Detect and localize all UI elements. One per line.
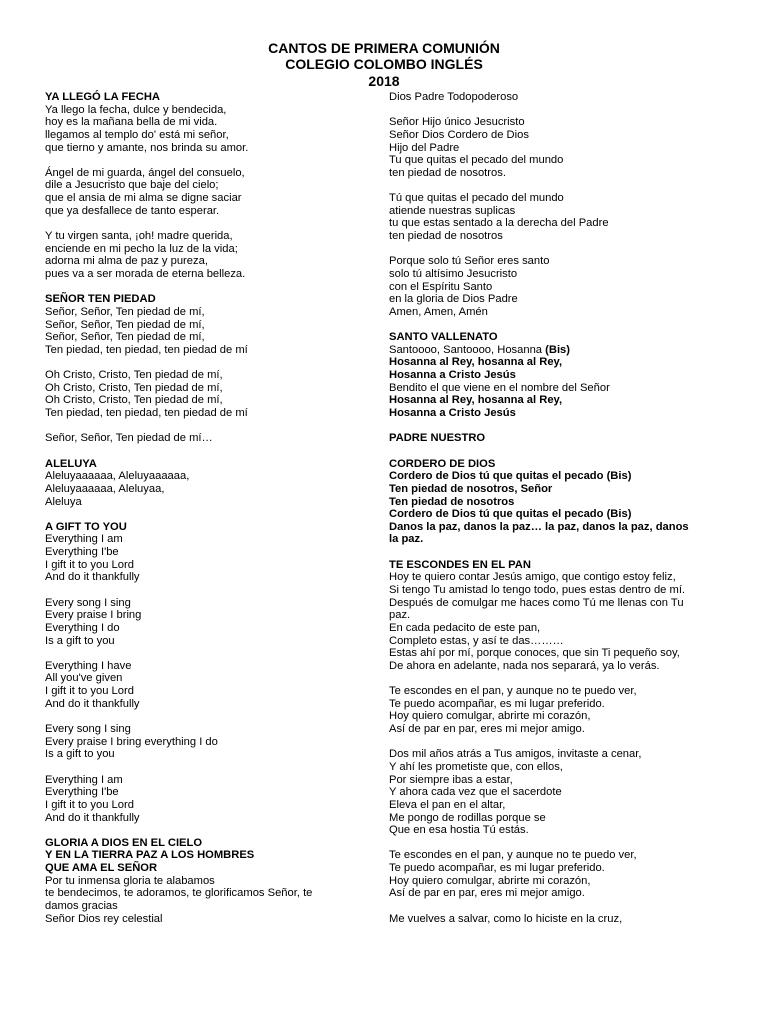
blank-line bbox=[45, 761, 365, 774]
document-subtitle-year: 2018 bbox=[368, 73, 400, 89]
blank-line bbox=[45, 584, 365, 597]
song-heading-or-bold-line: YA LLEGÓ LA FECHA bbox=[45, 91, 160, 103]
lyric-line: Y ahí les prometiste que, con ellos, bbox=[389, 760, 563, 773]
left-column bbox=[45, 91, 365, 925]
lyric-line: que tierno y amante, nos brinda su amor. bbox=[45, 141, 249, 154]
lyric-line: Eleva el pan en el altar, bbox=[389, 798, 506, 811]
blank-line bbox=[389, 900, 739, 913]
lyric-line: Por tu inmensa gloria te alabamos bbox=[45, 874, 215, 887]
song-heading-or-bold-line: Hosanna al Rey, hosanna al Rey, bbox=[389, 394, 563, 407]
song-heading-or-bold-line: Ten piedad de nosotros, Señor bbox=[389, 482, 553, 495]
blank-line bbox=[45, 154, 365, 167]
lyric-line: Dios Padre Todopoderoso bbox=[389, 91, 519, 103]
lyric-line: Te puedo acompañar, es mi lugar preferido. bbox=[389, 862, 605, 875]
lyric-line: Estas ahí por mí, porque conoces, que sin Ti pequeño soy, bbox=[389, 647, 680, 660]
lyric-line: Y tu virgen santa, ¡oh! madre querida, bbox=[45, 230, 233, 243]
lyric-line: Everything I do bbox=[45, 621, 120, 634]
blank-line bbox=[389, 672, 739, 685]
lyric-line: Señor Hijo único Jesucristo bbox=[389, 116, 525, 129]
lyric-line: Everything I'be bbox=[45, 546, 119, 559]
lyric-line: Hoy te quiero contar Jesús amigo, que contigo estoy feliz, bbox=[389, 571, 676, 584]
song-heading-or-bold-line: A GIFT TO YOU bbox=[45, 520, 127, 533]
blank-line bbox=[45, 445, 365, 458]
lyric-line: pues va a ser morada de eterna belleza. bbox=[45, 267, 246, 280]
lyric-line: tu que estas sentado a la derecha del Padre bbox=[389, 217, 609, 230]
song-heading-or-bold-line: Cordero de Dios tú que quitas el pecado (Bis) bbox=[389, 508, 632, 521]
lyric-line: enciende en mi pecho la luz de la vida; bbox=[45, 242, 238, 255]
lyric-line: Tu que quitas el pecado del mundo bbox=[389, 154, 564, 167]
lyric-line: Que en esa hostia Tú estás. bbox=[389, 824, 529, 837]
lyric-line: Oh Cristo, Cristo, Ten piedad de mí, bbox=[45, 381, 223, 394]
lyric-line: Aleluyaaaaaa, Aleluyaaaaaa, bbox=[45, 470, 190, 483]
lyric-line: Everything I am bbox=[45, 533, 123, 546]
blank-line bbox=[389, 420, 739, 433]
lyric-line: And do it thankfully bbox=[45, 571, 140, 584]
lyric-line: Y ahora cada vez que el sacerdote bbox=[389, 786, 562, 799]
song-heading-or-bold-line: QUE AMA EL SEÑOR bbox=[45, 862, 158, 875]
lyric-line: Completo estas, y así te das……… bbox=[389, 634, 564, 647]
lyric-line: I gift it to you Lord bbox=[45, 685, 134, 698]
lyric-line: atiende nuestras suplicas bbox=[389, 204, 516, 217]
song-heading-or-bold-line: GLORIA A DIOS EN EL CIELO bbox=[45, 836, 203, 849]
lyric-line: Everything I am bbox=[45, 773, 123, 786]
lyric-line: Every praise I bring everything I do bbox=[45, 735, 218, 748]
lyric-line: Oh Cristo, Cristo, Ten piedad de mí, bbox=[45, 394, 223, 407]
song-heading-or-bold-line: Ten piedad de nosotros bbox=[389, 495, 515, 508]
song-heading-or-bold-line: ALELUYA bbox=[45, 457, 97, 470]
lyric-line: Te escondes en el pan, y aunque no te puedo ver, bbox=[389, 849, 637, 862]
lyric-line: Si tengo Tu amistad lo tengo todo, pues estas dentro de mí. bbox=[389, 583, 686, 596]
lyric-line: Hoy quiero comulgar, abrirte mi corazón, bbox=[389, 874, 591, 887]
blank-line bbox=[389, 445, 739, 458]
lyric-line: En cada pedacito de este pan, bbox=[389, 621, 541, 634]
lyric-line: Me vuelves a salvar, como lo hiciste en la cruz, bbox=[389, 912, 623, 925]
lyric-line: All you've given bbox=[45, 672, 123, 685]
blank-line bbox=[45, 508, 365, 521]
song-heading-or-bold-line: Hosanna a Cristo Jesús bbox=[389, 369, 516, 382]
lyric-line: Everything I'be bbox=[45, 786, 119, 799]
lyric-line: Is a gift to you bbox=[45, 634, 115, 647]
lyric-line: And do it thankfully bbox=[45, 697, 140, 710]
blank-line bbox=[45, 824, 365, 837]
lyric-line: Señor Dios Cordero de Dios bbox=[389, 128, 529, 141]
blank-line bbox=[389, 319, 739, 332]
lyric-line: Me pongo de rodillas porque se bbox=[389, 811, 546, 824]
blank-line bbox=[389, 546, 739, 559]
lyric-line: solo tú altísimo Jesucristo bbox=[389, 267, 518, 280]
lyric-line: Aleluya bbox=[45, 495, 82, 508]
lyric-line: Bendito el que viene en el nombre del Señor bbox=[389, 381, 610, 394]
bis-marker: (Bis) bbox=[545, 343, 571, 356]
blank-line bbox=[45, 217, 365, 230]
lyric-line: Por siempre ibas a estar, bbox=[389, 773, 513, 786]
blank-line bbox=[389, 104, 739, 117]
lyric-line: Every song I sing bbox=[45, 596, 131, 609]
blank-line bbox=[45, 356, 365, 369]
song-heading-or-bold-line: Y EN LA TIERRA PAZ A LOS HOMBRES bbox=[45, 849, 255, 862]
song-heading-or-bold-line: Hosanna al Rey, hosanna al Rey, bbox=[389, 356, 563, 369]
lyric-line: dile a Jesucristo que baje del cielo; bbox=[45, 179, 219, 192]
lyric-line: Hijo del Padre bbox=[389, 141, 460, 154]
blank-line bbox=[389, 179, 739, 192]
lyric-line: Every praise I bring bbox=[45, 609, 142, 622]
lyric-line: Señor, Señor, Ten piedad de mí, bbox=[45, 331, 205, 344]
lyric-line: Porque solo tú Señor eres santo bbox=[389, 255, 550, 268]
lyric-line: en la gloria de Dios Padre bbox=[389, 293, 518, 306]
blank-line bbox=[389, 837, 739, 850]
lyric-line: Te puedo acompañar, es mi lugar preferido. bbox=[389, 697, 605, 710]
lyric-line: te bendecimos, te adoramos, te glorificamos Señor, te bbox=[45, 887, 313, 900]
lyric-line: que el ansia de mi alma se digne saciar bbox=[45, 192, 242, 205]
lyric-line: I gift it to you Lord bbox=[45, 558, 134, 571]
blank-line bbox=[45, 281, 365, 294]
blank-line bbox=[389, 736, 739, 749]
blank-line bbox=[389, 243, 739, 256]
lyric-line: Así de par en par, eres mi mejor amigo. bbox=[389, 723, 585, 736]
lyric-line: Señor, Señor, Ten piedad de mí… bbox=[45, 432, 213, 445]
lyric-line: con el Espíritu Santo bbox=[389, 280, 493, 293]
lyric-line: Santoooo, Santoooo, Hosanna (Bis) bbox=[389, 343, 571, 356]
blank-line bbox=[45, 710, 365, 723]
lyric-line: Aleluyaaaaaa, Aleluyaa, bbox=[45, 482, 165, 495]
lyric-line: Te escondes en el pan, y aunque no te puedo ver, bbox=[389, 685, 637, 698]
lyric-line: Hoy quiero comulgar, abrirte mi corazón, bbox=[389, 710, 591, 723]
lyric-line: Ángel de mi guarda, ángel del consuelo, bbox=[45, 166, 245, 179]
song-heading-or-bold-line: TE ESCONDES EN EL PAN bbox=[389, 558, 531, 571]
song-heading-or-bold-line: PADRE NUESTRO bbox=[389, 432, 486, 445]
blank-line bbox=[45, 647, 365, 660]
song-heading-or-bold-line: Hosanna a Cristo Jesús bbox=[389, 407, 516, 420]
lyric-line: Después de comulgar me haces como Tú me llenas con Tu bbox=[389, 596, 684, 609]
song-heading-or-bold-line: Cordero de Dios tú que quitas el pecado (Bis) bbox=[389, 470, 632, 483]
lyric-line: Señor, Señor, Ten piedad de mí, bbox=[45, 305, 205, 318]
song-heading-or-bold-line: SEÑOR TEN PIEDAD bbox=[45, 293, 156, 306]
right-column bbox=[389, 91, 739, 925]
document-subtitle-school: COLEGIO COLOMBO INGLÉS bbox=[285, 56, 483, 72]
lyric-line: Dos mil años atrás a Tus amigos, invitaste a cenar, bbox=[389, 748, 642, 761]
lyric-line: paz. bbox=[389, 609, 411, 622]
lyric-line: adorna mi alma de paz y pureza, bbox=[45, 255, 208, 268]
lyric-line: hoy es la mañana bella de mi vida. bbox=[45, 116, 218, 129]
lyric-line: Señor, Señor, Ten piedad de mí, bbox=[45, 318, 205, 331]
lyric-line: damos gracias bbox=[45, 900, 118, 912]
lyric-line: De ahora en adelante, nada nos separará, ya lo verás. bbox=[389, 659, 660, 672]
lyric-line: Ya llego la fecha, dulce y bendecida, bbox=[45, 103, 227, 116]
lyric-line: que ya desfallece de tanto esperar. bbox=[45, 204, 220, 217]
lyric-line: Amen, Amen, Amén bbox=[389, 305, 488, 318]
blank-line bbox=[45, 420, 365, 433]
lyric-line: Así de par en par, eres mi mejor amigo. bbox=[389, 887, 585, 900]
document-title: CANTOS DE PRIMERA COMUNIÓN bbox=[268, 40, 500, 56]
lyric-line: Señor Dios rey celestial bbox=[45, 912, 163, 925]
lyric-line: llegamos al templo do' está mi señor, bbox=[45, 128, 229, 141]
lyric-line: Everything I have bbox=[45, 659, 132, 672]
lyric-line: ten piedad de nosotros bbox=[389, 230, 503, 243]
song-heading-or-bold-line: CORDERO DE DIOS bbox=[389, 457, 496, 470]
lyric-line: Is a gift to you bbox=[45, 748, 115, 761]
lyric-line: ten piedad de nosotros. bbox=[389, 166, 506, 179]
song-heading-or-bold-line: la paz. bbox=[389, 533, 424, 546]
song-heading-or-bold-line: Danos la paz, danos la paz… la paz, danos la paz, danos bbox=[389, 520, 689, 533]
song-heading-or-bold-line: SANTO VALLENATO bbox=[389, 331, 498, 344]
lyric-line: Oh Cristo, Cristo, Ten piedad de mí, bbox=[45, 369, 223, 382]
lyric-line: I gift it to you Lord bbox=[45, 798, 134, 811]
lyric-line: Ten piedad, ten piedad, ten piedad de mí bbox=[45, 407, 248, 420]
lyric-line: And do it thankfully bbox=[45, 811, 140, 824]
lyric-line: Every song I sing bbox=[45, 723, 131, 736]
lyric-line: Ten piedad, ten piedad, ten piedad de mí bbox=[45, 343, 248, 356]
lyric-line: Tú que quitas el pecado del mundo bbox=[389, 192, 564, 205]
